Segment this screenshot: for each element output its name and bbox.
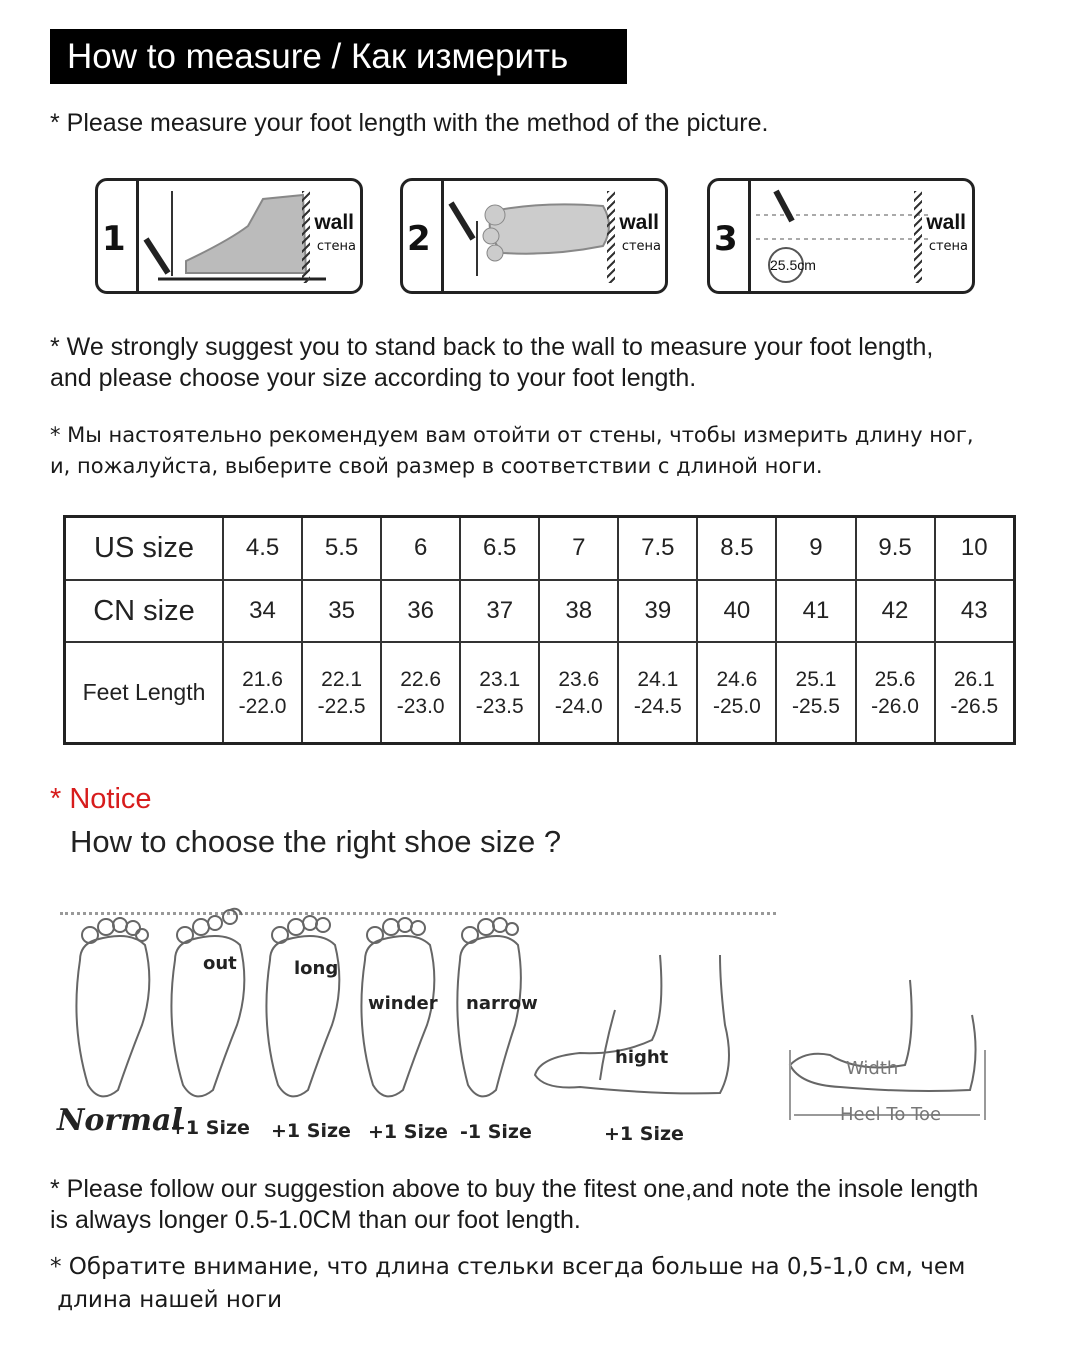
- table-cell: 37: [460, 580, 539, 643]
- foot-label-out: out: [203, 953, 237, 974]
- row-label: US size: [65, 517, 224, 580]
- table-cell: 42: [856, 580, 935, 643]
- size-advice: +1 Size: [368, 1121, 448, 1143]
- length-to: -22.0: [238, 694, 287, 718]
- wall-label-ru: стена: [316, 239, 356, 254]
- step-panel-2: [400, 178, 668, 294]
- foot-label-hight: hight: [615, 1047, 669, 1068]
- wall-hatch: [302, 191, 310, 283]
- foot-top-icon: [403, 181, 665, 291]
- wall-label-ru: стена: [621, 239, 661, 254]
- length-from: 22.1: [321, 667, 363, 691]
- wall-label-ru: стена: [928, 239, 968, 254]
- size-advice: +1 Size: [604, 1123, 684, 1145]
- table-cell: 43: [935, 580, 1015, 643]
- table-cell: 5.5: [302, 517, 381, 580]
- foot-label-winder: winder: [368, 993, 438, 1014]
- page-title: How to measure / Как измерить: [50, 29, 627, 84]
- step-panel-1: [95, 178, 363, 294]
- step-panel-3: [707, 178, 975, 294]
- table-cell: 41: [776, 580, 855, 643]
- footer-ru-line-1: * Обратите внимание, что длина стельки всегда больше на 0,5-1,0 см, чем: [50, 1254, 966, 1280]
- table-cell: 10: [935, 517, 1015, 580]
- length-from: 23.6: [558, 667, 600, 691]
- step-number: 3: [714, 219, 738, 259]
- foot-label-width: Width: [846, 1058, 899, 1079]
- table-cell: 6.5: [460, 517, 539, 580]
- length-from: 22.6: [400, 667, 442, 691]
- table-cell: [935, 642, 1015, 743]
- notice-question: How to choose the right shoe size ?: [70, 824, 562, 859]
- wall-hatch: [914, 191, 922, 283]
- suggest-ru-line-1: * Мы настоятельно рекомендуем вам отойти от стены, чтобы измерить длину ног,: [50, 423, 974, 447]
- table-cell: 38: [539, 580, 618, 643]
- length-from: 25.1: [795, 667, 837, 691]
- length-to: -25.5: [792, 694, 840, 718]
- table-cell: [856, 642, 935, 743]
- table-cell: 40: [697, 580, 776, 643]
- table-cell: 7.5: [618, 517, 697, 580]
- table-cell: 35: [302, 580, 381, 643]
- length-from: 25.6: [874, 667, 916, 691]
- table-row-cn: [65, 580, 1015, 643]
- wall-label: wall: [619, 211, 659, 234]
- table-cell: [618, 642, 697, 743]
- suggest-ru-line-2: и, пожалуйста, выберите свой размер в соответствии с длиной ноги.: [50, 454, 823, 478]
- row-label: Feet Length: [65, 642, 224, 743]
- foot-label-narrow: narrow: [466, 993, 538, 1014]
- footer-ru-line-2: длина нашей ноги: [50, 1287, 283, 1313]
- table-cell: 6: [381, 517, 460, 580]
- table-row-us: [65, 517, 1015, 580]
- table-cell: [381, 642, 460, 743]
- table-cell: 36: [381, 580, 460, 643]
- length-from: 24.1: [637, 667, 679, 691]
- length-to: -23.5: [475, 694, 524, 718]
- foot-label-heel-to-toe: Heel To Toe: [840, 1104, 942, 1125]
- table-cell: 9: [776, 517, 855, 580]
- length-to: -24.0: [554, 694, 603, 718]
- wall-label: wall: [926, 211, 966, 234]
- table-cell: 39: [618, 580, 697, 643]
- length-from: 21.6: [242, 667, 283, 691]
- foot-side-icon: [98, 181, 360, 291]
- step-number: 2: [407, 219, 431, 259]
- suggest-line-2: and please choose your size according to your foot length.: [50, 364, 697, 392]
- length-to: -22.5: [317, 694, 366, 718]
- table-cell: [223, 642, 302, 743]
- table-cell: [539, 642, 618, 743]
- table-cell: 9.5: [856, 517, 935, 580]
- suggest-line-1: * We strongly suggest you to stand back to the wall to measure your foot length,: [50, 333, 934, 361]
- step-number: 1: [102, 219, 126, 259]
- footer-line-2: is always longer 0.5-1.0CM than our foot length.: [50, 1206, 581, 1234]
- table-cell: 34: [223, 580, 302, 643]
- size-advice: +1 Size: [271, 1120, 351, 1142]
- length-from: 24.6: [716, 667, 758, 691]
- table-cell: 7: [539, 517, 618, 580]
- wall-hatch: [607, 191, 615, 283]
- normal-label: Normal: [57, 1103, 183, 1138]
- table-cell: [302, 642, 381, 743]
- measure-value: 25.5cm: [770, 257, 816, 273]
- length-from: 26.1: [953, 667, 995, 691]
- size-advice: -1 Size: [460, 1121, 532, 1143]
- row-label: CN size: [65, 580, 224, 643]
- length-to: -26.5: [950, 694, 999, 718]
- size-table: [63, 515, 1016, 745]
- table-row-length: [65, 642, 1015, 743]
- table-cell: [697, 642, 776, 743]
- length-to: -24.5: [633, 694, 682, 718]
- measure-icon: [710, 181, 972, 291]
- table-cell: [460, 642, 539, 743]
- table-cell: 4.5: [223, 517, 302, 580]
- size-advice: +1 Size: [170, 1117, 250, 1139]
- footer-line-1: * Please follow our suggestion above to buy the fitest one,and note the insole length: [50, 1175, 979, 1203]
- length-from: 23.1: [479, 667, 521, 691]
- table-cell: 8.5: [697, 517, 776, 580]
- length-to: -23.0: [396, 694, 445, 718]
- notice-label: * Notice: [50, 783, 152, 815]
- foot-label-long: long: [294, 958, 339, 979]
- wall-label: wall: [314, 211, 354, 234]
- table-cell: [776, 642, 855, 743]
- length-to: -26.0: [871, 694, 919, 718]
- length-to: -25.0: [712, 694, 761, 718]
- intro-text: * Please measure your foot length with the method of the picture.: [50, 109, 769, 137]
